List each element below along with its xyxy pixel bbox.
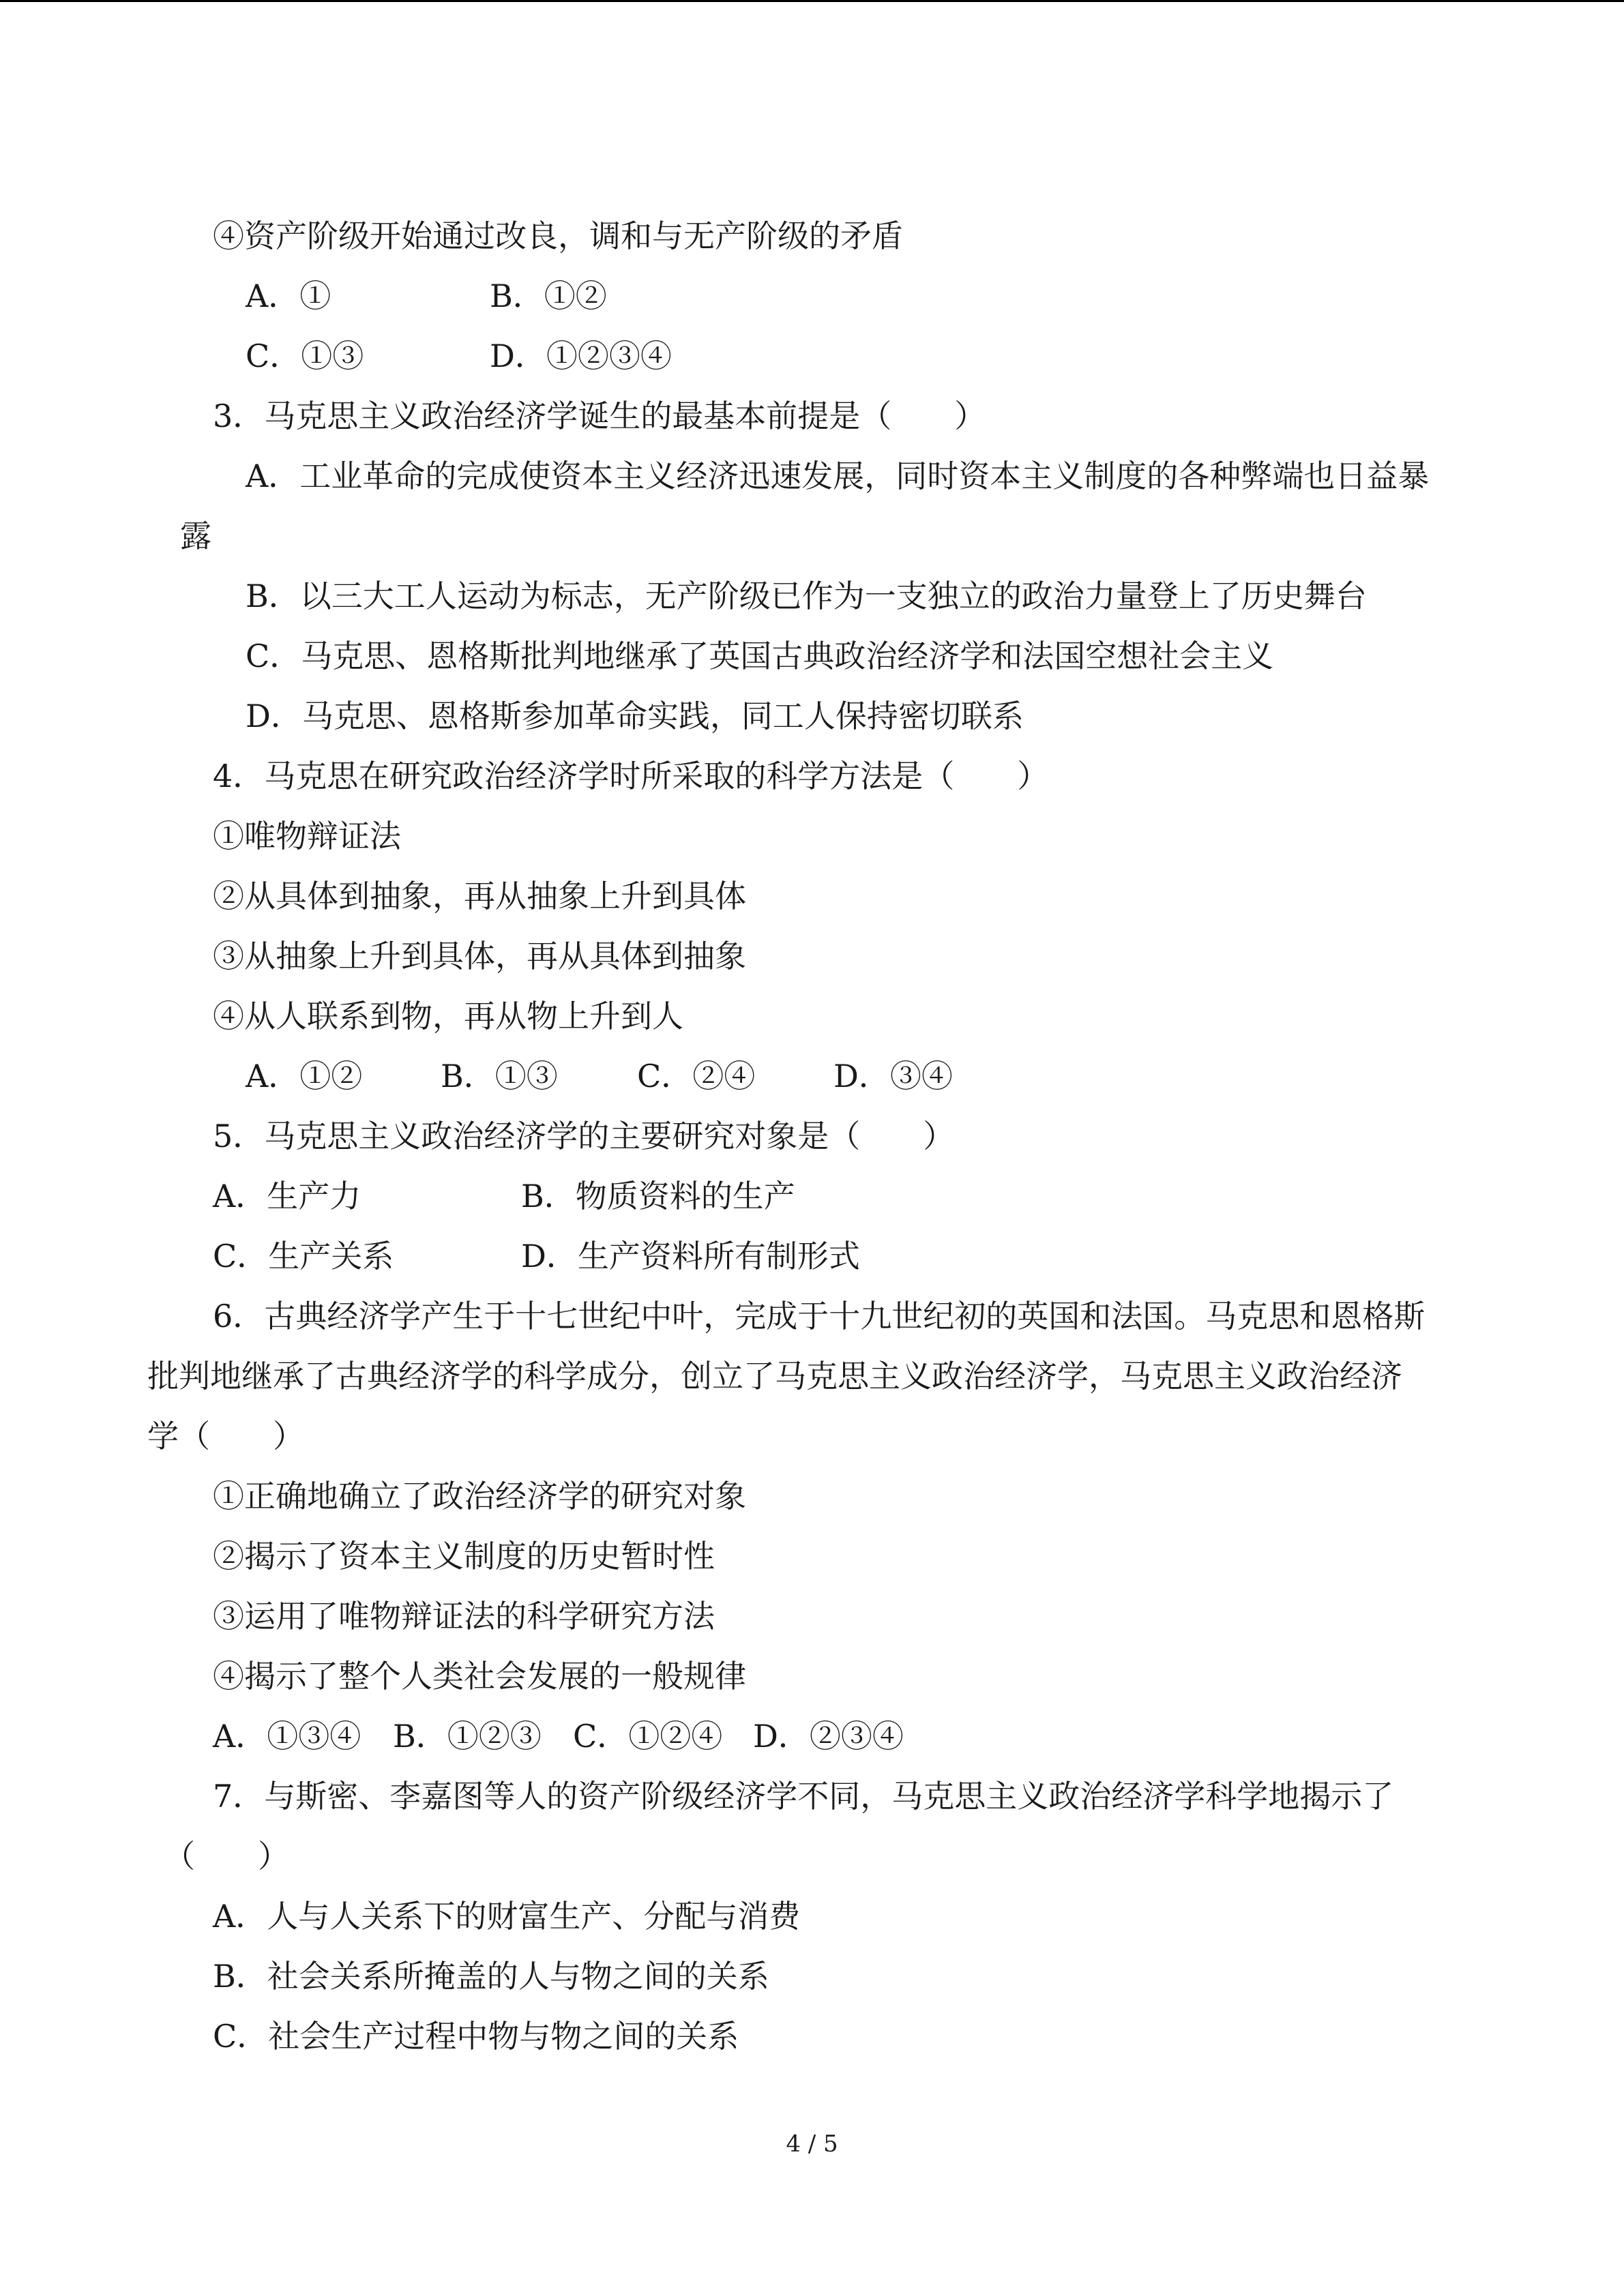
q7-option-a: A．人与人关系下的财富生产、分配与消费 xyxy=(213,1898,801,1935)
q5-option-a: A．生产力 xyxy=(213,1178,361,1214)
q5-option-d: D．生产资料所有制形式 xyxy=(521,1238,860,1274)
q4-options xyxy=(0,1056,1624,1097)
q4-option-b: B．①③ xyxy=(441,1058,558,1094)
q6-option-a: A．①③④ xyxy=(213,1718,361,1755)
q4-item-3: ③从抽象上升到具体，再从具体到抽象 xyxy=(213,938,746,974)
q2-options-row1 xyxy=(0,275,1624,316)
q6-option-c: C．①②④ xyxy=(573,1718,723,1755)
q5-option-c: C．生产关系 xyxy=(213,1238,394,1274)
q5-option-b: B．物质资料的生产 xyxy=(521,1178,795,1214)
q6-stem-cont: 批判地继承了古典经济学的科学成分，创立了马克思主义政治经济学，马克思主义政治经济 xyxy=(147,1358,1402,1395)
q6-stem: 6．古典经济学产生于十七世纪中叶，完成于十九世纪初的英国和法国。马克思和恩格斯 xyxy=(213,1298,1426,1335)
top-border xyxy=(0,0,1624,2)
q6-option-d: D．②③④ xyxy=(753,1718,904,1755)
q3-option-a-cont: 露 xyxy=(180,518,211,554)
page-number: 4 / 5 xyxy=(786,2130,838,2158)
q2-item-4: ④资产阶级开始通过改良，调和与无产阶级的矛盾 xyxy=(213,218,903,254)
q2-option-c: C．①③ xyxy=(246,338,364,374)
q4-option-a: A．①② xyxy=(246,1058,363,1094)
q6-item-3: ③运用了唯物辩证法的科学研究方法 xyxy=(213,1598,715,1635)
q4-stem: 4．马克思在研究政治经济学时所采取的科学方法是（ ） xyxy=(213,758,1049,794)
q6-option-b: B．①②③ xyxy=(393,1718,542,1755)
q3-option-b: B．以三大工人运动为标志，无产阶级已作为一支独立的政治力量登上了历史舞台 xyxy=(246,578,1367,614)
q4-item-1: ①唯物辩证法 xyxy=(213,818,401,854)
q2-option-d: D．①②③④ xyxy=(490,338,672,374)
q7-stem-cont: （ ） xyxy=(164,1838,289,1875)
q3-option-c: C．马克思、恩格斯批判地继承了英国古典政治经济学和法国空想社会主义 xyxy=(246,638,1274,674)
q3-option-a: A．工业革命的完成使资本主义经济迅速发展，同时资本主义制度的各种弊端也日益暴 xyxy=(246,458,1430,494)
q6-stem-end: 学（ ） xyxy=(147,1418,304,1455)
q4-option-c: C．②④ xyxy=(637,1058,756,1094)
q4-item-2: ②从具体到抽象，再从抽象上升到具体 xyxy=(213,878,746,914)
q6-item-2: ②揭示了资本主义制度的历史暂时性 xyxy=(213,1538,715,1575)
q2-option-b: B．①② xyxy=(490,278,607,314)
q3-option-d: D．马克思、恩格斯参加革命实践，同工人保持密切联系 xyxy=(246,698,1024,734)
q7-stem: 7．与斯密、李嘉图等人的资产阶级经济学不同，马克思主义政治经济学科学地揭示了 xyxy=(213,1778,1394,1815)
q5-options-row2 xyxy=(0,1236,1624,1277)
q2-options-row2 xyxy=(0,336,1624,376)
q7-option-b: B．社会关系所掩盖的人与物之间的关系 xyxy=(213,1958,769,1995)
q3-stem: 3．马克思主义政治经济学诞生的最基本前提是（ ） xyxy=(213,398,986,434)
q5-stem: 5．马克思主义政治经济学的主要研究对象是（ ） xyxy=(213,1118,955,1154)
q4-option-d: D．③④ xyxy=(833,1058,953,1094)
q6-item-1: ①正确地确立了政治经济学的研究对象 xyxy=(213,1478,746,1515)
q2-option-a: A．① xyxy=(246,278,331,314)
q6-item-4: ④揭示了整个人类社会发展的一般规律 xyxy=(213,1658,746,1695)
q6-options xyxy=(0,1716,1624,1757)
q5-options-row1 xyxy=(0,1176,1624,1217)
q7-option-c: C．社会生产过程中物与物之间的关系 xyxy=(213,2018,739,2055)
q4-item-4: ④从人联系到物，再从物上升到人 xyxy=(213,998,683,1034)
